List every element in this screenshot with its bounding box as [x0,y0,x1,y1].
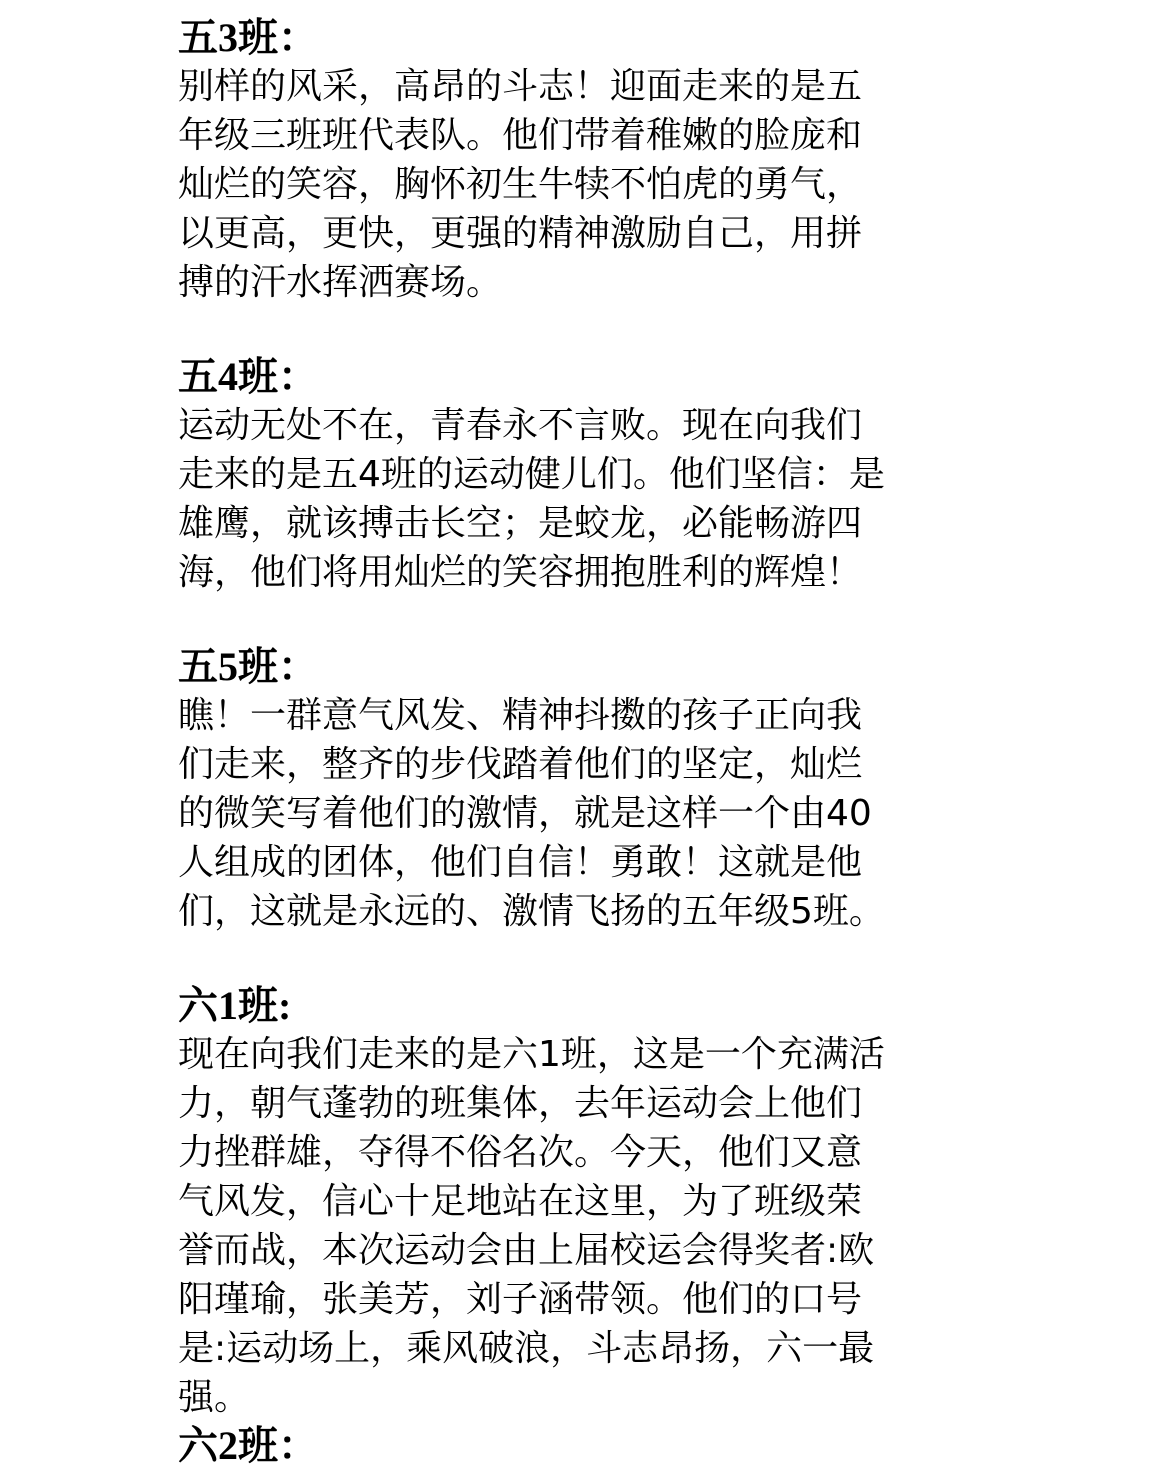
body-line: 灿烂的笑容，胸怀初生牛犊不怕虎的勇气， [178,164,863,205]
body-line: 以更高，更快，更强的精神激励自己，用拼 [178,213,863,254]
body-line: 搏的汗水挥洒赛场。 [178,262,503,303]
body-line: 是:运动场上，乘风破浪，斗志昂扬，六一最 [178,1328,875,1369]
body-line: 别样的风采，高昂的斗志！迎面走来的是五 [178,66,863,107]
body-line: 们，这就是永远的、激情飞扬的五年级5班。 [178,891,885,932]
section-body [178,691,998,936]
document-page [178,14,998,1470]
body-line: 气风发，信心十足地站在这里，为了班级荣 [178,1181,863,1222]
body-line: 雄鹰，就该搏击长空；是蛟龙，必能畅游四 [178,503,863,544]
section-class-5-4 [178,353,998,597]
body-line: 走来的是五4班的运动健儿们。他们坚信：是 [178,454,885,495]
body-line: 们走来，整齐的步伐踏着他们的坚定，灿烂 [178,744,863,785]
body-line: 阳瑾瑜，张美芳，刘子涵带领。他们的口号 [178,1279,863,1320]
body-line: 现在向我们走来的是六1班，这是一个充满活 [178,1034,885,1075]
body-line: 力，朝气蓬勃的班集体，去年运动会上他们 [178,1083,863,1124]
body-line: 誉而战，本次运动会由上届校运会得奖者:欧 [178,1230,875,1271]
body-line: 强。 [178,1377,251,1418]
body-line: 的微笑写着他们的激情，就是这样一个由40 [178,793,872,834]
section-body [178,62,998,307]
body-line: 海，他们将用灿烂的笑容拥抱胜利的辉煌！ [178,552,863,593]
section-heading: 五3班： [178,15,318,60]
body-line: 年级三班班代表队。他们带着稚嫩的脸庞和 [178,115,863,156]
section-class-5-3 [178,14,998,307]
section-heading: 五4班： [178,354,318,399]
section-body [178,401,998,597]
body-line: 人组成的团体，他们自信！勇敢！这就是他 [178,842,863,883]
section-class-5-5 [178,643,998,936]
body-line: 运动无处不在，青春永不言败。现在向我们 [178,405,863,446]
section-heading: 六1班: [178,983,292,1028]
section-heading: 六2班： [178,1423,318,1468]
section-body [178,1030,998,1422]
section-class-6-1 [178,982,998,1422]
body-line: 瞧！一群意气风发、精神抖擞的孩子正向我 [178,695,863,736]
section-heading: 五5班： [178,644,318,689]
body-line: 力挫群雄，夺得不俗名次。今天，他们又意 [178,1132,863,1173]
